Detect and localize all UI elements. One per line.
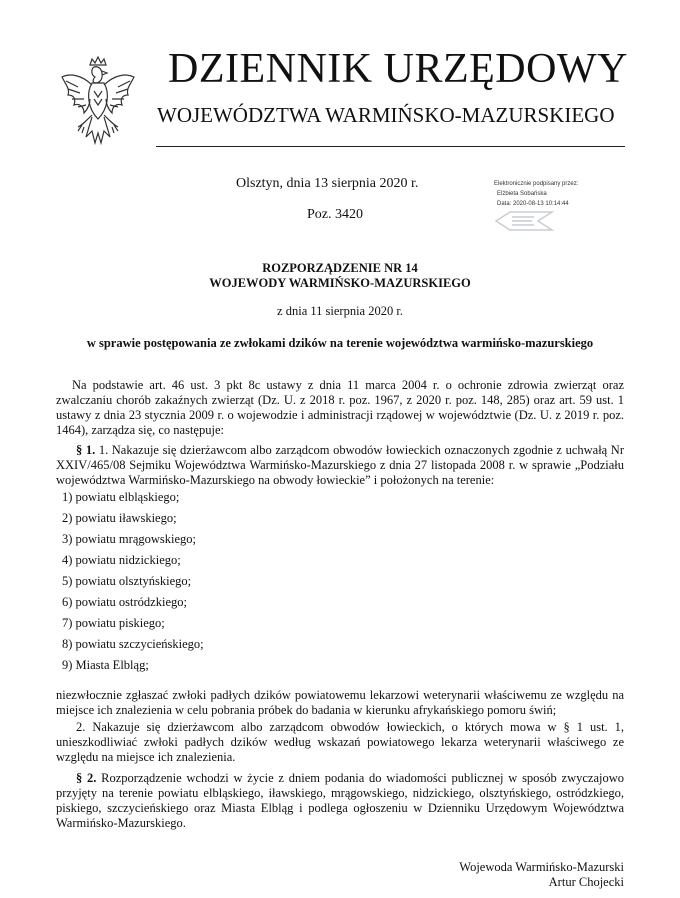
section-1-text: 1. Nakazuje się dzierżawcom albo zarządcom obwodów łowieckich oznaczonych zgodnie z uchwałą Nr XXIV/465/08 Sejmiku Województwa Warmińsko-Mazurskiego z dnia 27 listopada 2008 r. w sprawie „Podziału województwa Warmińsko-Mazurskiego na obwody łowieckie” i położonych na terenie: [56,443,624,487]
journal-subtitle: WOJEWÓDZTWA WARMIŃSKO-MAZURSKIEGO [157,103,615,127]
regulation-title [70,261,610,291]
position-number: Poz. 3420 [307,207,363,222]
section-2-text: Rozporządzenie wchodzi w życie z dniem podania do wiadomości publicznej w sposób zwyczajowo przyjęty na terenie powiatu elbląskiego, iławskiego, mrągowskiego, nidzickiego, olsztyńskiego, ostródzkiego, piskiego, szczycieńskiego oraz Miasta Elbląg i podlega ogłoszeniu w Dzienniku Urzędowym Województwa Warmińsko-Mazurskiego. [56,771,625,830]
signature-signer: Elżbieta Sobańska [497,191,547,197]
regulation-title-line1: ROZPORZĄDZENIE NR 14 [262,261,418,275]
list-item: 6) powiatu ostródzkiego; [62,595,187,609]
signature-line: Elektronicznie podpisany przez: [494,181,579,187]
signature-logo-icon [488,208,560,234]
section-1-paragraph-1-continuation: niezwłocznie zgłaszać zwłoki padłych dzików powiatowemu lekarzowi weterynarii właściwemu ze względu na miejsce ich znalezienia w celu pobrania próbek do badania w kierunku afrykańskiego pomoru świń; [56,688,624,717]
list-item: 8) powiatu szczycieńskiego; [62,637,204,651]
electronic-signature [494,179,578,209]
list-item: 9) Miasta Elbląg; [62,658,149,672]
eagle-emblem-icon [58,55,138,149]
list-item: 4) powiatu nidzickiego; [62,553,181,567]
regulation-subject: w sprawie postępowania ze zwłokami dzików na terenie województwa warmińsko-mazurskiego [86,336,594,350]
section-1-mark: § 1. [76,443,96,457]
list-item: 1) powiatu elbląskiego; [62,490,180,504]
list-item: 2) powiatu iławskiego; [62,511,177,525]
list-item: 3) powiatu mrągowskiego; [62,532,197,546]
place-date: Olsztyn, dnia 13 sierpnia 2020 r. [236,176,419,191]
section-2-paragraph [56,771,624,831]
signature-date: Data: 2020-08-13 10:14:44 [497,201,569,207]
signatory-block [459,860,624,890]
section-1-paragraph-2: 2. Nakazuje się dzierżawcom albo zarządcom obwodów łowieckich, o których mowa w § 1 ust. 1, unieszkodliwiać zwłoki padłych dzików według wskazań powiatowego lekarza weterynarii właściwego ze względu na miejsce ich znalezienia. [56,720,624,764]
section-2-mark: § 2. [76,771,97,785]
journal-title: DZIENNIK URZĘDOWY [168,46,628,92]
signatory-name: Artur Chojecki [548,875,624,889]
regulation-date: z dnia 11 sierpnia 2020 r. [277,304,403,318]
section-1-paragraph-1 [56,443,624,488]
header-divider [156,146,625,147]
preamble-paragraph: Na podstawie art. 46 ust. 3 pkt 8c ustawy z dnia 11 marca 2004 r. o ochronie zdrowia zwierząt oraz zwalczaniu chorób zakaźnych zwierząt (Dz. U. z 2018 r. poz. 1967, z 2020 r. poz. 148, 285) oraz art. 59 ust. 1 ustawy z dnia 23 stycznia 2009 r. o wojewodzie i administracji rządowej w województwie (Dz. U. z 2019 r. poz. 1464), zarządza się, co następuje: [56,378,624,437]
signatory-role: Wojewoda Warmińsko-Mazurski [459,860,624,874]
list-item: 7) powiatu piskiego; [62,616,165,630]
regulation-title-line2: WOJEWODY WARMIŃSKO-MAZURSKIEGO [209,276,471,290]
list-item: 5) powiatu olsztyńskiego; [62,574,192,588]
county-list [62,490,204,679]
